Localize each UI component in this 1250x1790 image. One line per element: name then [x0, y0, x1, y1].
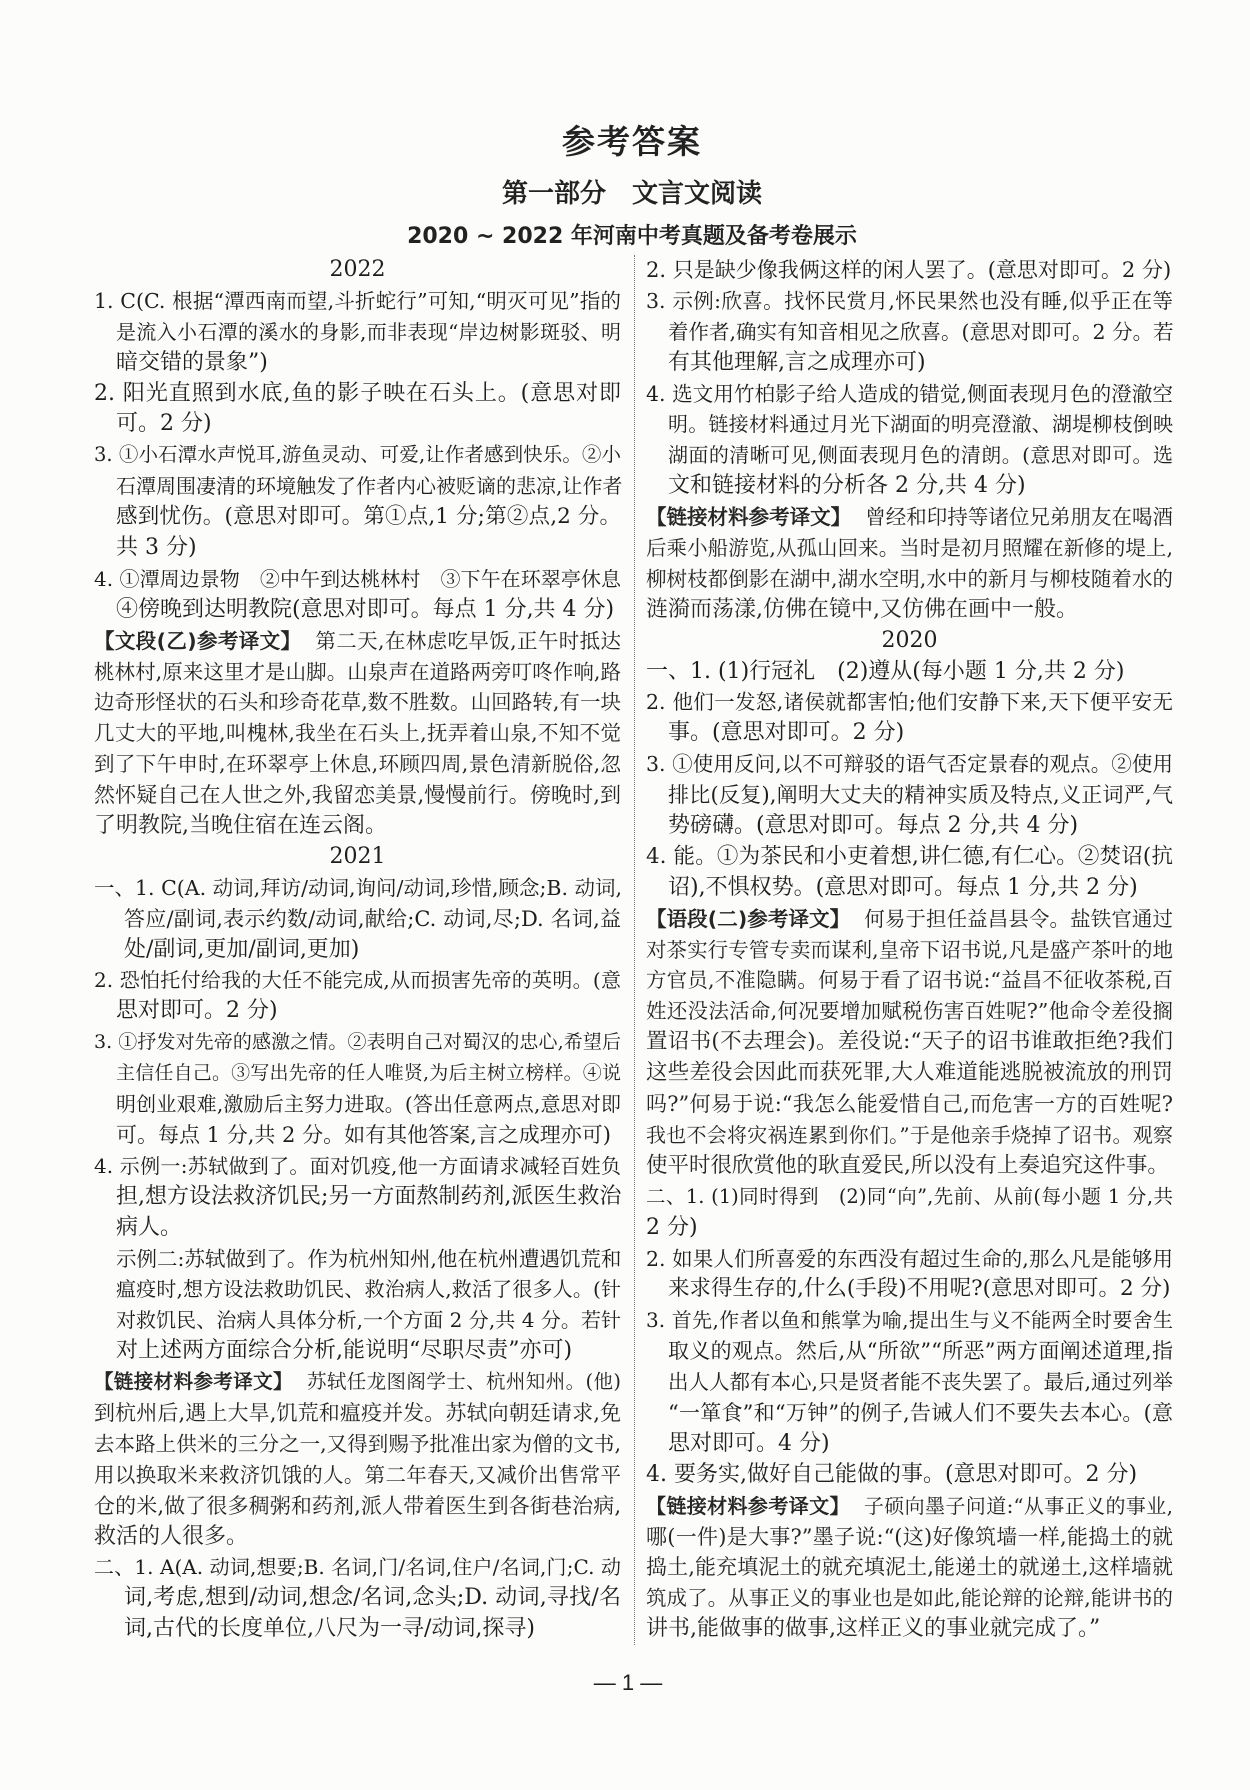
column-divider — [634, 255, 635, 1645]
text-line: 了明教院,当晚住宿在连云阁。 — [94, 813, 387, 839]
text-line: 桃林村,原来这里才是山脚。山泉声在道路两旁叮咚作响,路 — [94, 659, 621, 684]
text-line: 可。2 分) — [116, 411, 212, 437]
text-line: 几丈大的平地,叫槐林,我坐在石头上,抚弄着山泉,不知不觉 — [94, 721, 621, 746]
translation-block — [646, 1491, 1173, 1645]
answer-block — [646, 749, 1173, 842]
text-line: 有其他理解,言之成理亦可) — [668, 349, 926, 375]
text-line: 4. 示例一:苏轼做到了。面对饥疫,他一方面请求减轻百姓负 — [94, 1153, 621, 1178]
right-column — [646, 255, 1173, 1645]
text-line: 处/副词,更加/副词,更加) — [124, 936, 360, 962]
text-line: 讲书,能做事的做事,这样正义的事业就完成了。” — [646, 1616, 1101, 1642]
section-subtitle: 2020 ~ 2022 年河南中考真题及备考卷展示 — [407, 224, 857, 249]
text-line: 置诏书(不去理会)。差役说:“天子的诏书谁敢拒绝?我们 — [646, 1029, 1173, 1055]
answer-block — [646, 286, 1173, 379]
text-line: 文和链接材料的分析各 2 分,共 4 分) — [668, 473, 1026, 499]
text-line: 仓的米,做了很多稠粥和药剂,派人带着医生到各街巷治病, — [94, 1493, 621, 1518]
answer-block — [94, 286, 621, 379]
text-line: 事。(意思对即可。2 分) — [668, 720, 905, 746]
translation-label: 【文段(乙)参考译文】 — [94, 628, 302, 653]
text-line: 边奇形怪状的石头和珍奇花草,数不胜数。山回路转,有一块 — [94, 690, 621, 715]
text-line: 瘟疫时,想方设法救助饥民、救治病人,救活了很多人。(针 — [116, 1277, 621, 1302]
text-line: 1. C(C. 根据“潭西南而望,斗折蛇行”可知,“明灭可见”指的 — [94, 288, 621, 313]
answer-block — [646, 379, 1173, 503]
text-line: 4. ①潭周边景物 ②中午到达桃林村 ③下午在环翠亭休息 — [94, 566, 621, 591]
text-line: 到杭州后,遇上大旱,饥荒和瘟疫并发。苏轼向朝廷请求,免 — [94, 1400, 621, 1425]
text-line: ④傍晚到达明教院(意思对即可。每点 1 分,共 4 分) — [116, 596, 615, 622]
text-line: 后乘小船游览,从孤山回来。当时是初月照耀在新修的堤上, — [646, 536, 1173, 561]
text-line: 方官员,不准隐瞒。何易于看了诏书说:“益昌不征收茶税,百 — [646, 968, 1173, 993]
translation-label: 【链接材料参考译文】 — [646, 505, 852, 530]
text-line: 对茶实行专管专卖而谋利,皇帝下诏书说,凡是盛产茶叶的地 — [646, 937, 1173, 962]
text-line-content: 苏轼任龙图阁学士、杭州知州。(他) — [306, 1370, 621, 1394]
text-line: 来求得生存的,什么(手段)不用呢?(意思对即可。2 分) — [668, 1276, 1171, 1302]
text-line: 我也不会将灾祸连累到你们。”于是他亲手烧掉了诏书。观察 — [646, 1122, 1173, 1147]
text-line: 示例二:苏轼做到了。作为杭州知州,他在杭州遭遇饥荒和 — [116, 1246, 622, 1271]
answer-block — [646, 687, 1173, 749]
text-line: 出人人都有本心,只是贤者能不丧失罢了。最后,通过列举 — [668, 1370, 1174, 1395]
answer-block — [94, 440, 621, 564]
text-line: 感到忧伤。(意思对即可。第①点,1 分;第②点,2 分。 — [116, 504, 621, 530]
text-line: 到了下午申时,在环翠亭上休息,环顾四周,景色清新脱俗,忽 — [94, 752, 621, 777]
text-line: 3. ①使用反问,以不可辩驳的语气否定景春的观点。②使用 — [646, 752, 1173, 777]
text-line: 明创业艰难,激励后主努力进取。(答出任意两点,意思对即 — [116, 1092, 621, 1117]
text-line: 共 3 分) — [116, 535, 197, 561]
answer-block — [94, 873, 621, 966]
text-line: 明。链接材料通过月光下湖面的明亮澄澈、湖堤柳枝倒映 — [668, 412, 1173, 437]
text-line: 势磅礴。(意思对即可。每点 2 分,共 4 分) — [668, 813, 1079, 839]
text-line: 3. 示例:欣喜。找怀民赏月,怀民果然也没有睡,似乎正在等 — [646, 288, 1173, 313]
text-line: 可。每点 1 分,共 2 分。如有其他答案,言之成理亦可) — [116, 1122, 611, 1147]
page-title: 参考答案 — [562, 122, 702, 161]
text-line — [94, 626, 621, 657]
text-line: 柳树枝都倒影在湖中,湖水空明,水中的新月与柳枝随着水的 — [646, 566, 1173, 591]
year-heading: 2020 — [881, 627, 938, 653]
text-line: 思对即可。2 分) — [116, 998, 278, 1024]
text-line: 涟漪而荡漾,仿佛在镜中,又仿佛在画中一般。 — [646, 596, 1078, 622]
text-line: 词,古代的长度单位,八尺为一寻/动词,探寻) — [124, 1616, 535, 1642]
text-line: 对救饥民、治病人具体分析,一个方面 2 分,共 4 分。若针 — [116, 1308, 621, 1333]
text-line: 思对即可。4 分) — [668, 1430, 830, 1456]
text-line: 哪(一件)是大事?”墨子说:“(这)好像筑墙一样,能捣土的就 — [646, 1524, 1173, 1549]
text-line: 担,想方设法救济饥民;另一方面熬制药剂,派医生救治 — [116, 1183, 622, 1209]
answer-block — [94, 379, 621, 441]
text-line: 姓还没法活命,何况要增加赋税伤害百姓呢?”他命令差役搁 — [646, 999, 1173, 1024]
text-line: 取义的观点。然后,从“所欲”“所恶”两方面阐述道理,指 — [668, 1339, 1173, 1364]
text-line: 二、1. A(A. 动词,想要;B. 名词,门/名词,住户/名词,门;C. 动 — [94, 1555, 621, 1580]
text-line: 湖面的清晰可见,侧面表现月色的清朗。(意思对即可。选 — [668, 443, 1173, 468]
text-line: 3. 首先,作者以鱼和熊掌为喻,提出生与义不能两全时要舍生 — [646, 1308, 1173, 1333]
text-line: 2. 只是缺少像我俩这样的闲人罢了。(意思对即可。2 分) — [646, 258, 1172, 282]
answer-block — [94, 564, 621, 626]
answer-block — [94, 1244, 621, 1368]
text-line: 3. ①小石潭水声悦耳,游鱼灵动、可爱,让作者感到快乐。②小 — [94, 443, 621, 467]
text-line: 对上述两方面综合分析,能说明“尽职尽责”亦可) — [116, 1338, 573, 1364]
text-line: 吗?”何易于说:“我怎么能爱惜自己,而危害一方的百姓呢? — [646, 1092, 1173, 1117]
text-line: 着作者,确实有知音相见之欣喜。(意思对即可。2 分。若 — [668, 319, 1174, 344]
text-line: 答应/副词,表示约数/动词,献给;C. 动词,尽;D. 名词,益 — [124, 906, 621, 931]
answer-block — [646, 657, 1173, 688]
text-line-content: 子硕向墨子问道:“从事正义的事业, — [863, 1493, 1173, 1518]
text-line-content: 曾经和印持等诸位兄弟朋友在喝酒 — [865, 505, 1174, 530]
page-number: — 1 — — [593, 1670, 663, 1695]
translation-block — [646, 904, 1173, 1182]
answer-block — [94, 1151, 621, 1244]
text-line: 这些差役会因此而获死罪,大人难道能逃脱被流放的刑罚 — [646, 1060, 1173, 1086]
text-line: 一、1. (1)行冠礼 (2)遵从(每小题 1 分,共 2 分) — [646, 658, 1125, 684]
text-line: 去本路上供米的三分之一,又得到赐予批准出家为僧的文书, — [94, 1431, 621, 1456]
answer-block — [94, 1552, 621, 1645]
translation-block — [94, 1367, 621, 1552]
text-line: 诏),不惧权势。(意思对即可。每点 1 分,共 2 分) — [668, 874, 1138, 900]
text-line: 4. 要务实,做好自己能做的事。(意思对即可。2 分) — [646, 1461, 1138, 1487]
answer-block — [646, 255, 1173, 286]
text-line: 然怀疑自己在人世之外,我留恋美景,慢慢前行。傍晚时,到 — [94, 783, 621, 808]
text-line: 筑成了。从事正义的事业也是如此,能论辩的论辩,能讲书的 — [646, 1586, 1173, 1611]
text-line — [646, 502, 1173, 533]
text-line: 石潭周围凄清的环境触发了作者内心被贬谪的悲凉,让作者 — [116, 474, 623, 499]
text-line-content: 何易于担任益昌县令。盐铁官通过 — [864, 906, 1173, 931]
translation-label: 【链接材料参考译文】 — [646, 1493, 850, 1518]
text-line: 2 分) — [646, 1214, 698, 1240]
part-heading: 第一部分 文言文阅读 — [501, 179, 762, 209]
translation-block — [94, 626, 621, 842]
text-line: 2. 他们一发怒,诸侯就都害怕;他们安静下来,天下便平安无 — [646, 690, 1173, 715]
translation-label: 【语段(二)参考译文】 — [646, 906, 851, 931]
year-heading: 2022 — [329, 257, 386, 282]
text-line: 使平时很欣赏他的耿直爱民,所以没有上奏追究这件事。 — [646, 1152, 1169, 1178]
left-column — [94, 255, 621, 1645]
text-line: 4. 能。①为茶民和小吏着想,讲仁德,有仁心。②焚诏(抗 — [646, 843, 1173, 869]
text-line-content: 第二天,在林虑吃早饭,正午时抵达 — [315, 628, 621, 653]
text-line: 主信任自己。③写出先帝的任人唯贤,为后主树立榜样。④说 — [116, 1062, 621, 1085]
text-line: 捣土,能充填泥土的就充填泥土,能递土的就递土,这样墙就 — [646, 1555, 1173, 1580]
answer-block — [646, 1460, 1173, 1491]
translation-block — [646, 502, 1173, 626]
translation-label: 【链接材料参考译文】 — [94, 1370, 293, 1394]
text-line: 二、1. (1)同时得到 (2)同“向”,先前、从前(每小题 1 分,共 — [646, 1184, 1173, 1208]
answer-block — [646, 1305, 1173, 1459]
text-line: 2. 如果人们所喜爱的东西没有超过生命的,那么凡是能够用 — [646, 1246, 1173, 1271]
answer-block — [646, 1182, 1173, 1244]
text-line: 用以换取米来救济饥饿的人。第二年春天,又减价出售常平 — [94, 1462, 621, 1487]
text-line: 2. 阳光直照到水底,鱼的影子映在石头上。(意思对即 — [94, 380, 621, 406]
text-line: 词,考虑,想到/动词,想念/名词,念头;D. 动词,寻找/名 — [124, 1585, 621, 1611]
text-line: 2. 恐怕托付给我的大任不能完成,从而损害先帝的英明。(意 — [94, 968, 621, 993]
text-line: 一、1. C(A. 动词,拜访/动词,询问/动词,珍惜,顾念;B. 动词, — [94, 875, 622, 900]
text-line — [646, 904, 1173, 935]
answer-block — [646, 842, 1173, 904]
text-line — [646, 1491, 1173, 1522]
text-line: 4. 选文用竹柏影子给人造成的错觉,侧面表现月色的澄澈空 — [646, 381, 1173, 406]
answer-block — [94, 1027, 621, 1151]
text-line: 暗交错的景象”) — [116, 349, 268, 375]
text-line: “一箪食”和“万钟”的例子,告诫人们不要失去本心。(意 — [668, 1400, 1173, 1425]
text-line: 救活的人很多。 — [94, 1523, 249, 1549]
text-line: 病人。 — [116, 1214, 183, 1240]
text-line: 排比(反复),阐明大丈夫的精神实质及特点,义正词严,气 — [668, 783, 1173, 808]
text-line: 3. ①抒发对先帝的感激之情。②表明自己对蜀汉的忠心,希望后 — [94, 1031, 621, 1054]
text-line: 是流入小石潭的溪水的身影,而非表现“岸边树影斑驳、明 — [116, 319, 621, 344]
year-heading: 2021 — [329, 843, 386, 869]
answer-block — [94, 965, 621, 1027]
text-line — [94, 1367, 621, 1398]
answer-block — [646, 1244, 1173, 1306]
